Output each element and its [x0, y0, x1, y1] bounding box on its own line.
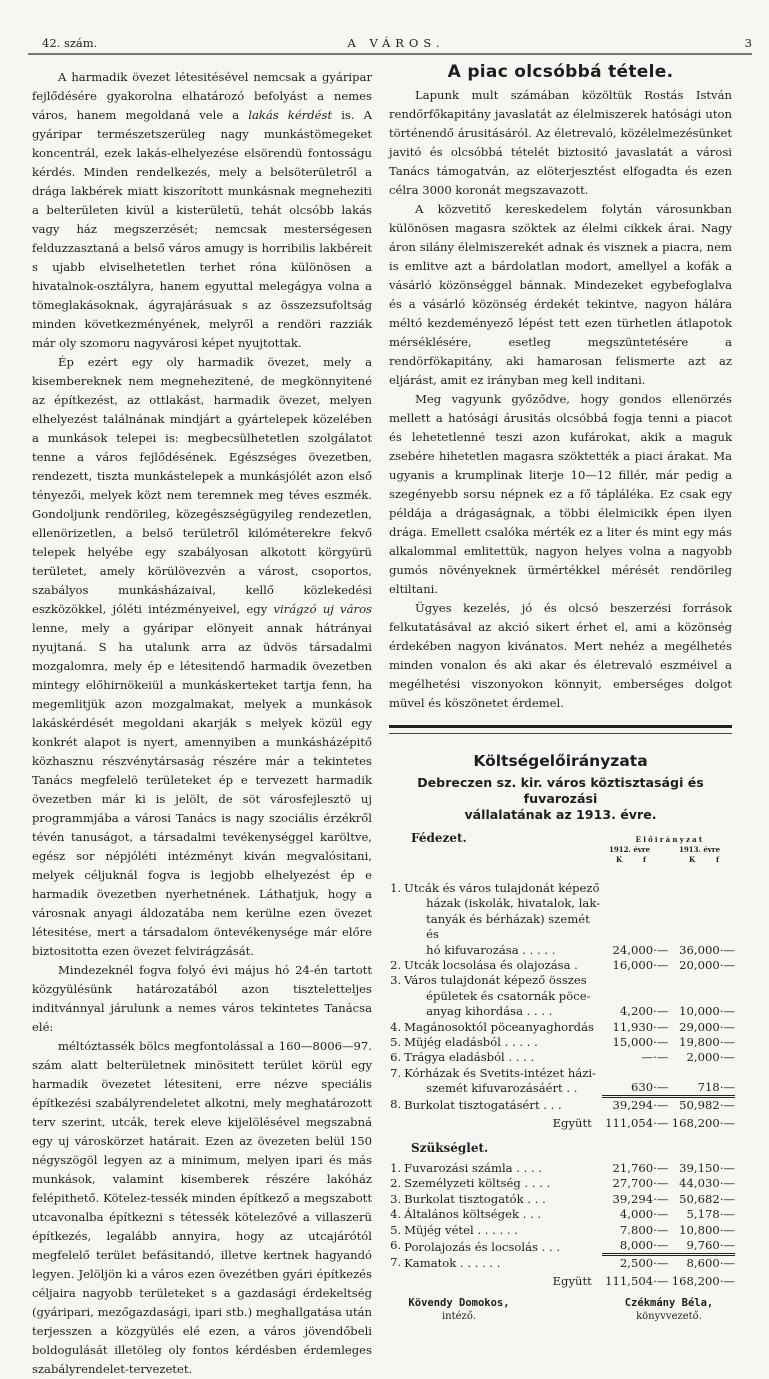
unit-f: f — [643, 855, 647, 864]
amount-1913: 44,030·— — [679, 1176, 735, 1191]
amount-1913: 2,000·— — [686, 1050, 735, 1065]
total-label: Együtt — [552, 1115, 592, 1130]
unit-k: K — [689, 855, 696, 864]
total-1912: 111,504·— — [605, 1273, 669, 1288]
row-number: 3. — [390, 973, 402, 988]
amount-1912: 39,294·— — [612, 1191, 669, 1206]
paragraph: Meg vagyunk győződve, hogy gondos ellenörzés mellett a hatósági árusitás olcsóbbá fogja tenni a piacot és lehetetlenné teszi azon kufárokat, akik a maguk zsebére hihetetlen magasra szöktették a piaci árakat. Ma ugyanis a krumplinak literje 10—12 fillér, már pedig a szegényebb sorsu népnek ez a fő tápláléka. Ez csak egy példája a drágaságnak, a többi élelmicikk épen ilyen drága. Emellett csalóka mérték ez a liter és mint egy más alkalommal emlitettük, nagyon helyes volna a nagyobb gumós növényeknek ürmértékkel mérését rendörileg eltiltani. — [389, 392, 732, 596]
row-label-text: Kamatok . . . . . . — [404, 1256, 501, 1271]
table-row — [389, 1050, 735, 1065]
row-label — [404, 1255, 602, 1272]
table-row — [389, 973, 735, 1019]
row-label-text: Utcák locsolása és olajozása . — [404, 958, 578, 973]
amount-1913: 50,682·— — [679, 1191, 735, 1206]
row-label — [404, 1097, 602, 1114]
table-row — [389, 1207, 735, 1222]
row-label-text: Város tulajdonát képező összes — [404, 973, 587, 988]
row-label-text: Müjég eladásból . . . . . — [404, 1035, 538, 1050]
total-label: Együtt — [552, 1273, 592, 1288]
year-1912-heading: 1912. évre — [609, 845, 651, 854]
unit-f: f — [716, 855, 720, 864]
amount-1912: 15,000·— — [612, 1035, 669, 1050]
row-label-continuation: épületek és csatornák pöce- — [426, 988, 591, 1003]
row-label — [404, 1066, 602, 1097]
paragraph: Mindezeknél fogva folyó évi május hó 24-én tartott közgyülésünk határozatából azon tiszteletteljes inditvánnyal járulunk a nemes város tekintetes Tanácsa elé: — [32, 963, 372, 1034]
year-1913-heading: 1913. évre — [679, 845, 721, 854]
row-number: 7. — [390, 1254, 402, 1269]
table-row — [389, 1176, 735, 1191]
row-number: 7. — [390, 1065, 402, 1080]
row-number: 8. — [390, 1096, 402, 1111]
signatures — [389, 1297, 732, 1337]
row-label-text: Kórházak és Svetits-intézet házi- — [404, 1065, 596, 1080]
row-label-text: Utcák és város tulajdonát képező — [404, 881, 600, 895]
table-row — [389, 881, 735, 958]
italic-phrase: virágzó uj város — [273, 602, 372, 616]
italic-phrase: lakás kérdést — [248, 108, 333, 122]
budget-subtitle-line: vállalatának az 1913. évre. — [464, 807, 657, 822]
amount-1912: 4,200·— — [619, 1004, 669, 1019]
estimate-heading: Előirányzat — [635, 835, 705, 844]
signer-role: intéző. — [441, 1311, 477, 1323]
row-label — [404, 958, 602, 973]
table-row — [389, 1161, 735, 1176]
table-row — [389, 1066, 735, 1097]
row-label — [404, 1161, 602, 1176]
row-number: 6. — [390, 1238, 402, 1253]
row-label-text: Müjég vétel . . . . . . — [404, 1222, 518, 1237]
row-label-continuation: hó kifuvarozása . . . . . — [426, 942, 556, 957]
paragraph: Ügyes kezelés, jó és olcsó beszerzési források felkutatásával az akció sikert érhet el, ami a közönség érdekében nagyon kivánatos. Mert nehéz a megélhetés minden vonalon és aki akar és életrevaló eszméivel a megélhetési viszonyokon könnyit, emberséges dolgot müvel és köszönetet érdemel. — [389, 601, 732, 710]
table-row — [389, 1238, 735, 1255]
row-label-continuation: anyag kihordása . . . . — [426, 1004, 553, 1019]
amount-1913: 50,982·— — [668, 1097, 735, 1114]
amount-1913: 20,000·— — [679, 958, 735, 973]
row-number: 4. — [390, 1207, 402, 1222]
total-1913: 168,200·— — [671, 1273, 735, 1288]
right-column — [389, 62, 735, 1337]
total-1913: 168,200·— — [671, 1115, 735, 1130]
spacer — [389, 1114, 404, 1131]
budget-title: Költségelőirányzata — [473, 752, 648, 770]
amount-1912: 2,500·— — [602, 1255, 669, 1272]
amount-1912: 27,700·— — [612, 1176, 669, 1191]
amount-1912: —·— — [641, 1050, 669, 1065]
row-number: 1. — [390, 881, 402, 895]
row-label-text: Fuvarozási számla . . . . — [404, 1161, 543, 1175]
row-label — [404, 1238, 602, 1255]
row-label — [404, 1035, 602, 1050]
amount-1913: 39,150·— — [679, 1161, 735, 1175]
row-label-text: Trágya eladásból . . . . — [404, 1050, 535, 1065]
publication-title: A VÁROS. — [347, 36, 445, 50]
amount-1912: 7.800·— — [619, 1222, 669, 1237]
budget-subtitle-line: Debreczen sz. kir. város köztisztasági és fuvarozási — [417, 775, 704, 806]
row-label-continuation: házak (iskolák, hivatalok, lak- — [426, 896, 601, 911]
table-row — [389, 1035, 735, 1050]
paragraph: A közvetitő kereskedelem folytán városunkban különösen magasra szöktek az élelmi cikkek árai. Nagy áron silány élelmiszerekét adnak és visznek a piacra, nem is emlitve azt a bárdolatlan modort, amellyel a kofák a vásárló közönséggel bánnak. Mindezeket egybefoglalva és a vásárló közönség érdekét tekintve, nagyon hálára méltó kezdeményező lépést tett ezen türhetlen átlapotok mérséklésére, esetleg megszüntetésére a rendörfökapitány, aki hamarosan felismerte azt az eljárást, amit ez irányban meg kell inditani. — [389, 202, 732, 387]
signer-role: könyvvezető. — [636, 1311, 702, 1323]
row-label — [404, 1223, 602, 1238]
amount-1913: 36,000·— — [679, 942, 735, 957]
issue-number: 42. szám. — [42, 36, 98, 50]
amount-1912: 8,000·— — [619, 1238, 669, 1253]
row-number: 5. — [390, 1222, 402, 1237]
income-table — [389, 881, 735, 1131]
amount-1913: 718·— — [697, 1079, 735, 1094]
article-title: A piac olcsóbbá tétele. — [447, 62, 674, 82]
amount-1912: 21,760·— — [612, 1161, 669, 1175]
amount-1912: 4,000·— — [619, 1207, 669, 1222]
row-label — [404, 881, 602, 958]
row-label-continuation: szemét kifuvarozásáért . . — [426, 1081, 578, 1096]
row-label — [404, 1207, 602, 1222]
row-label — [404, 1020, 602, 1035]
section-divider — [389, 725, 732, 734]
table-row — [389, 1223, 735, 1238]
spacer — [389, 1272, 404, 1289]
row-label — [404, 1192, 602, 1207]
amount-1912: 11,930·— — [612, 1019, 669, 1034]
row-label-continuation: tanyák és bérházak) szemét és — [426, 911, 590, 942]
row-label-text: Burkolat tisztogatásért . . . — [404, 1098, 562, 1113]
row-label — [404, 1050, 602, 1065]
budget-subtitle — [389, 775, 732, 823]
amount-1912: 16,000·— — [612, 958, 669, 973]
row-number: 6. — [390, 1050, 402, 1065]
row-number: 2. — [390, 1176, 402, 1191]
table-row — [389, 1097, 735, 1114]
total-1912: 111,054·— — [605, 1115, 669, 1130]
motion-paragraph: méltóztassék bölcs megfontolással a 160—8006—97. szám alatt belterületnek minösitett terület körül egy harmadik övezetet létesiteni, erre nézve speciális építkezési szabályrendeletet alkotni, mely meghatározott terv szerint, utcák, terek eleve kijelölésével megszabná egy uj városkörzet határait. Ezen az övezeten belül 150 négyszögöl legyen az a minimum, melyen ipari és más munkások, valamint kisemberek részére lakóház felépithető. Kötelez-tessék minden építkező a megszabott utcavonalba építkezni s tétessék kötelezővé a villaszerü építkezés, legalább annyira, hogy az utcajárótól megfelelő terület befásitandó, illetve kertnek hagyandó legyen. Jelöljön ki a város ezen övezétben gyári építkezés céljaira nagyobb területeket s a gazdasági érdekeltség (gyáripari, mezőgazdasági, ipari stb.) meghallgatása után terjesszen a közgyülés elé ezen, a város jövendőbeli boldogulását illetöleg oly fontos kérdésben érdemleges szabályrendelet-tervezetet. — [32, 1039, 372, 1376]
table-row — [389, 1192, 735, 1207]
amount-1913: 10,800·— — [679, 1222, 735, 1237]
row-number: 2. — [390, 958, 402, 973]
income-heading: Fédezet. — [411, 831, 467, 845]
amount-1913: 19,800·— — [679, 1035, 735, 1050]
paragraph: Ép ezért egy oly harmadik övezet, mely a kisembereknek nem megnehezitené, de megkönnyitené az építkezést, az ottlakást, harmadik övezet, melyen elhelyezést találnának mindjárt a gyártelepek közelében a munkások telepei is: megbecsülhetetlen szolgálatot tenne a város fejlődésének. Egészséges övezetben, rendezett, tiszta munkástelepek a munkásjólét azon első tényezői, melyek közt nem teremnek meg téves eszmék. Gondoljunk rendörileg, közegészségügyileg rendezetlen, ellenörizetlen, a belső területről kilóméterekre fekvő telepek helyébe egy szabályosan alkotott körgyürü területet, amely körülövezvén a várost, csoportos, szabályos munkásházaival, kellő közlekedési eszközökkel, jóléti intézményeivel, egy virágzó uj város lenne, mely a gyáripar elönyeit annak hátrányai nyujtaná. S ha utalunk arra az üdvös társadalmi mozgalomra, mely ép e létesitendő harmadik övezetben mintegy előhirnökeiül a munkáskerteket tartja fenn, ha megemlitjük azon mozgalmakat, melyek a munkások lakáskérdését megoldani akarják s melyek közül egy konkrét alapot is nyert, amennyiben a munkásházépitő közhasznu részvénytársaság részére már a tekintetes Tanács megfelelö területeket ép e tervezett harmadik övezetben már ki is jelölt, de söt városfejlesztö uj programmjába a városi Tanács is nagy szociális érzékről tévén tanuságot, a társadalmi tevékenységgel karöltve, egész sor népjóléti intézményt kiván megvalósitani, melyek céljuknál fogva is legjobb elhelyezést ép e harmadik övezetben nyerhetnének. Láthatjuk, hogy a városnak anyagi áldozatába nem kerülne ezen övezet létesitése, mert a társadalom öntevékenysége már előre biztositotta ezen övezet felvirágzását. — [32, 355, 372, 958]
total-row — [389, 1114, 735, 1131]
unit-k: K — [616, 855, 623, 864]
signer-name: Kövendy Domokos, — [408, 1297, 510, 1310]
row-number: 4. — [390, 1019, 402, 1034]
row-label-text: Magánosoktól pöceanyaghordás — [404, 1019, 594, 1034]
amount-1913: 9,760·— — [686, 1238, 735, 1253]
amount-1912: 630·— — [630, 1079, 669, 1094]
row-number: 1. — [390, 1161, 402, 1175]
row-label-text: Porolajozás és locsolás . . . — [404, 1239, 561, 1254]
table-row — [389, 1255, 735, 1272]
signature-administrator — [399, 1297, 519, 1323]
amount-1912: 24,000·— — [612, 942, 669, 957]
amount-1913: 5,178·— — [686, 1207, 735, 1222]
total-row — [389, 1272, 735, 1289]
amount-1913: 8,600·— — [668, 1255, 735, 1272]
row-label — [404, 973, 602, 1019]
table-row — [389, 958, 735, 973]
paragraph: Lapunk mult számában közöltük Rostás István rendőrfőkapitány javaslatát az élelmiszerek hatósági uton történendő árusitásáról. Az életrevaló, közélelmezésünket javitó és olcsóbbá tételét biztositó javaslatát a városi Tanács támogatván, az elöterjesztést elfogadta és ezen célra 3000 koronát megszavazott. — [389, 88, 732, 197]
paragraph: A harmadik övezet létesitésével nemcsak a gyáripar fejlődésére gyakorolna elhatározó befolyást a nemes város, hanem megoldaná vele a lakás kérdést is. A gyáripar természetszerüleg nagy munkástömegeket koncentrál, ezek lakás-elhelyezése elsörendü fontosságu kérdés. Minden rendelkezés, mely a belsöterületről a drága lakbérek miatt kiszorított munkásnak megneheziti a belterületen kivül a kisterületü, tehát olcsóbb lakás vagy ház megszerzését; nemcsak mesterségesen felduzzasztaná a belső város amugy is horribilis lakbéreit s ujabb elviselhetetlen terhet róna különösen a hivatalnok-osztályra, hanem egyuttal melegágya volna a tömeglakásoknak, ágyrajárásuak s az összezsufoltság minden következményének, melyről a rendöri razziák már oly szomoru nagyvárosi képet nyujtottak. — [32, 70, 372, 350]
row-label — [404, 1176, 602, 1191]
left-column — [32, 68, 372, 1379]
row-label-text: Általános költségek . . . — [404, 1207, 542, 1222]
row-label-text: Burkolat tisztogatók . . . — [404, 1191, 546, 1206]
table-row — [389, 1020, 735, 1035]
signer-name: Czékmány Béla, — [624, 1297, 714, 1310]
amount-1913: 10,000·— — [679, 1004, 735, 1019]
expenses-heading: Szükséglet. — [411, 1141, 489, 1155]
expenses-table — [389, 1161, 735, 1289]
row-number: 5. — [390, 1035, 402, 1050]
row-label-text: Személyzeti költség . . . . — [404, 1176, 551, 1191]
row-number: 3. — [390, 1191, 402, 1206]
signature-bookkeeper — [604, 1297, 734, 1323]
amount-1912: 39,294·— — [602, 1097, 669, 1114]
page-number: 3 — [744, 36, 752, 50]
header-rule — [28, 53, 752, 55]
amount-1913: 29,000·— — [679, 1019, 735, 1034]
